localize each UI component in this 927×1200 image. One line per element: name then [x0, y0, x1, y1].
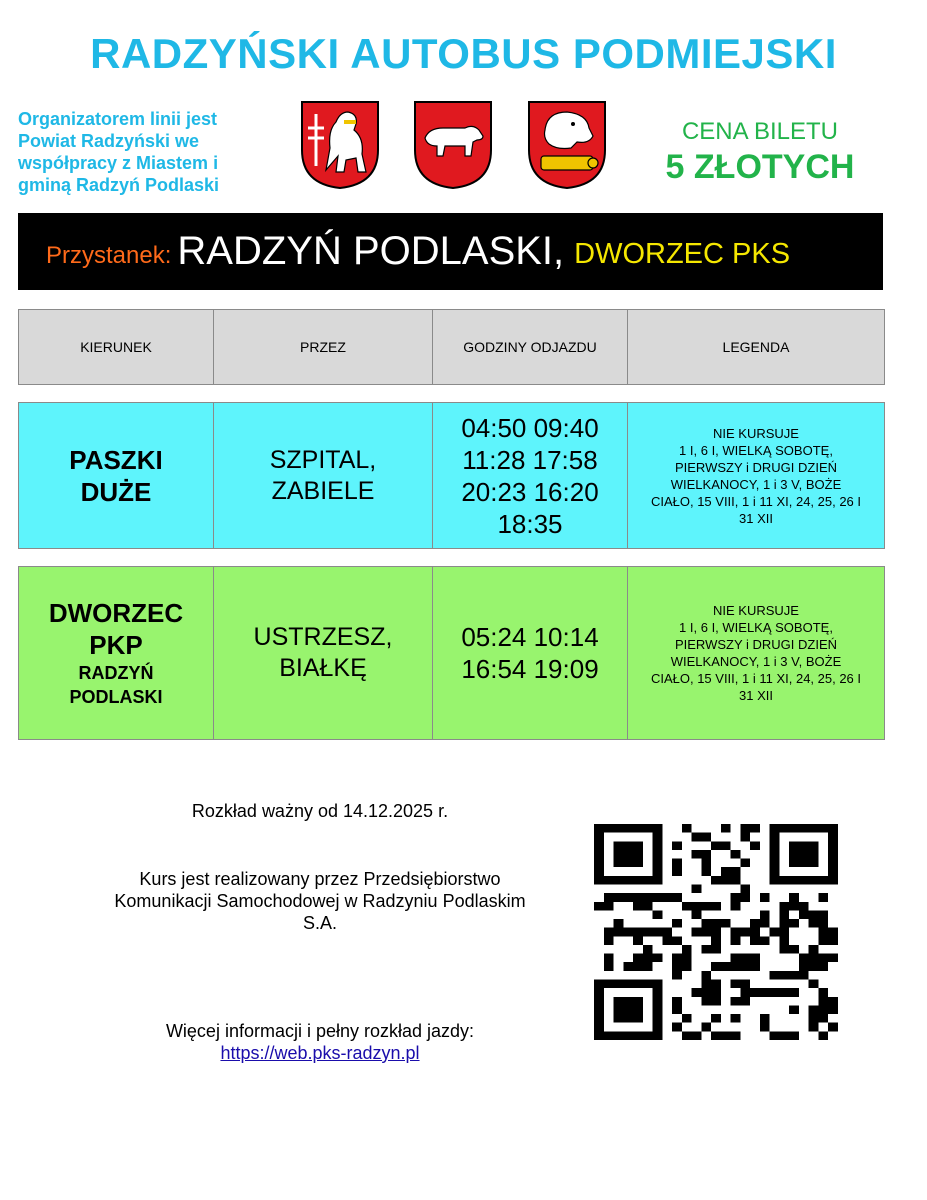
- direction-line: DWORZEC: [48, 598, 184, 628]
- coat-of-arms-bear-cross-icon: [300, 100, 380, 190]
- price-value: 5 ZŁOTYCH: [665, 148, 855, 186]
- organizer-line: Organizatorem linii jest: [18, 109, 218, 129]
- direction-subline: PODLASKI: [69, 687, 163, 707]
- stop-sub: DWORZEC PKS: [574, 238, 791, 270]
- operator-line: Komunikacji Samochodowej w Radzyniu Podlaskim: [114, 891, 526, 911]
- organizer-text: [18, 108, 268, 196]
- more-info-text: Więcej informacji i pełny rozkład jazdy:: [165, 1021, 475, 1041]
- via-line: ZABIELE: [271, 476, 375, 505]
- times-line: 18:35: [497, 508, 563, 539]
- legend-line: NIE KURSUJE: [713, 603, 799, 618]
- operator-line: Kurs jest realizowany przez Przedsiębiorstwo: [139, 869, 501, 889]
- legend-line: 31 XII: [739, 510, 773, 526]
- via-line: SZPITAL,: [269, 445, 377, 474]
- times-cell: [433, 567, 628, 740]
- direction-line: PASZKI: [69, 444, 163, 475]
- more-info: [18, 1020, 622, 1064]
- price-label: CENA BILETU: [681, 118, 839, 145]
- operator-line: S.A.: [302, 913, 337, 933]
- stop-banner: [18, 213, 883, 290]
- via-line: BIAŁKĘ: [279, 654, 367, 682]
- header-godziny: GODZINY ODJAZDU: [433, 310, 628, 385]
- times-line: 16:54 19:09: [461, 654, 599, 684]
- legend-line: 1 I, 6 I, WIELKĄ SOBOTĘ,: [679, 620, 833, 635]
- valid-from: Rozkład ważny od 14.12.2025 r.: [191, 801, 449, 821]
- legend-line: CIAŁO, 15 VIII, 1 i 11 XI, 24, 25, 26 I: [650, 671, 862, 686]
- via-line: USTRZESZ,: [253, 623, 393, 651]
- organizer-line: współpracy z Miastem i: [18, 153, 219, 173]
- header-kierunek: KIERUNEK: [19, 310, 214, 385]
- coat-of-arms-bear-icon: [413, 100, 493, 190]
- via-cell: [214, 567, 433, 740]
- legend-cell: [628, 567, 885, 740]
- operator-info: [18, 868, 622, 934]
- times-line: 11:28 17:58: [462, 444, 598, 475]
- stop-name: RADZYŃ PODLASKI,: [177, 229, 565, 273]
- direction-cell: [19, 567, 214, 740]
- direction-subline: RADZYŃ: [78, 663, 154, 683]
- legend-line: 31 XII: [739, 688, 773, 703]
- table-row: [18, 402, 885, 549]
- organizer-line: gminą Radzyń Podlaski: [18, 175, 220, 195]
- legend-line: PIERWSZY i DRUGI DZIEŃ: [674, 637, 838, 652]
- organizer-line: Powiat Radzyński we: [18, 131, 200, 151]
- direction-line: DUŻE: [80, 476, 152, 507]
- legend-line: NIE KURSUJE: [713, 425, 799, 441]
- page-title: RADZYŃSKI AUTOBUS PODMIEJSKI: [90, 30, 837, 77]
- website-link[interactable]: https://web.pks-radzyn.pl: [220, 1043, 420, 1063]
- via-cell: [214, 403, 433, 549]
- header-przez: PRZEZ: [214, 310, 433, 385]
- legend-line: 1 I, 6 I, WIELKĄ SOBOTĘ,: [679, 442, 833, 458]
- direction-line: PKP: [89, 630, 143, 660]
- direction-cell: [19, 403, 214, 549]
- legend-cell: [628, 403, 885, 549]
- ticket-price: [635, 118, 885, 188]
- stop-label: Przystanek:: [46, 241, 172, 269]
- table-row: [18, 566, 885, 740]
- legend-line: CIAŁO, 15 VIII, 1 i 11 XI, 24, 25, 26 I: [650, 493, 862, 509]
- coat-of-arms-bear-log-icon: [527, 100, 607, 190]
- times-line: 20:23 16:20: [461, 476, 599, 507]
- legend-line: PIERWSZY i DRUGI DZIEŃ: [674, 459, 838, 475]
- qr-code-icon: [594, 824, 838, 1040]
- legend-line: WIELKANOCY, 1 i 3 V, BOŻE: [670, 476, 842, 492]
- times-line: 04:50 09:40: [461, 412, 599, 443]
- table-header: [18, 309, 885, 385]
- legend-line: WIELKANOCY, 1 i 3 V, BOŻE: [670, 654, 842, 669]
- times-line: 05:24 10:14: [461, 622, 599, 652]
- times-cell: [433, 403, 628, 549]
- header-legenda: LEGENDA: [628, 310, 885, 385]
